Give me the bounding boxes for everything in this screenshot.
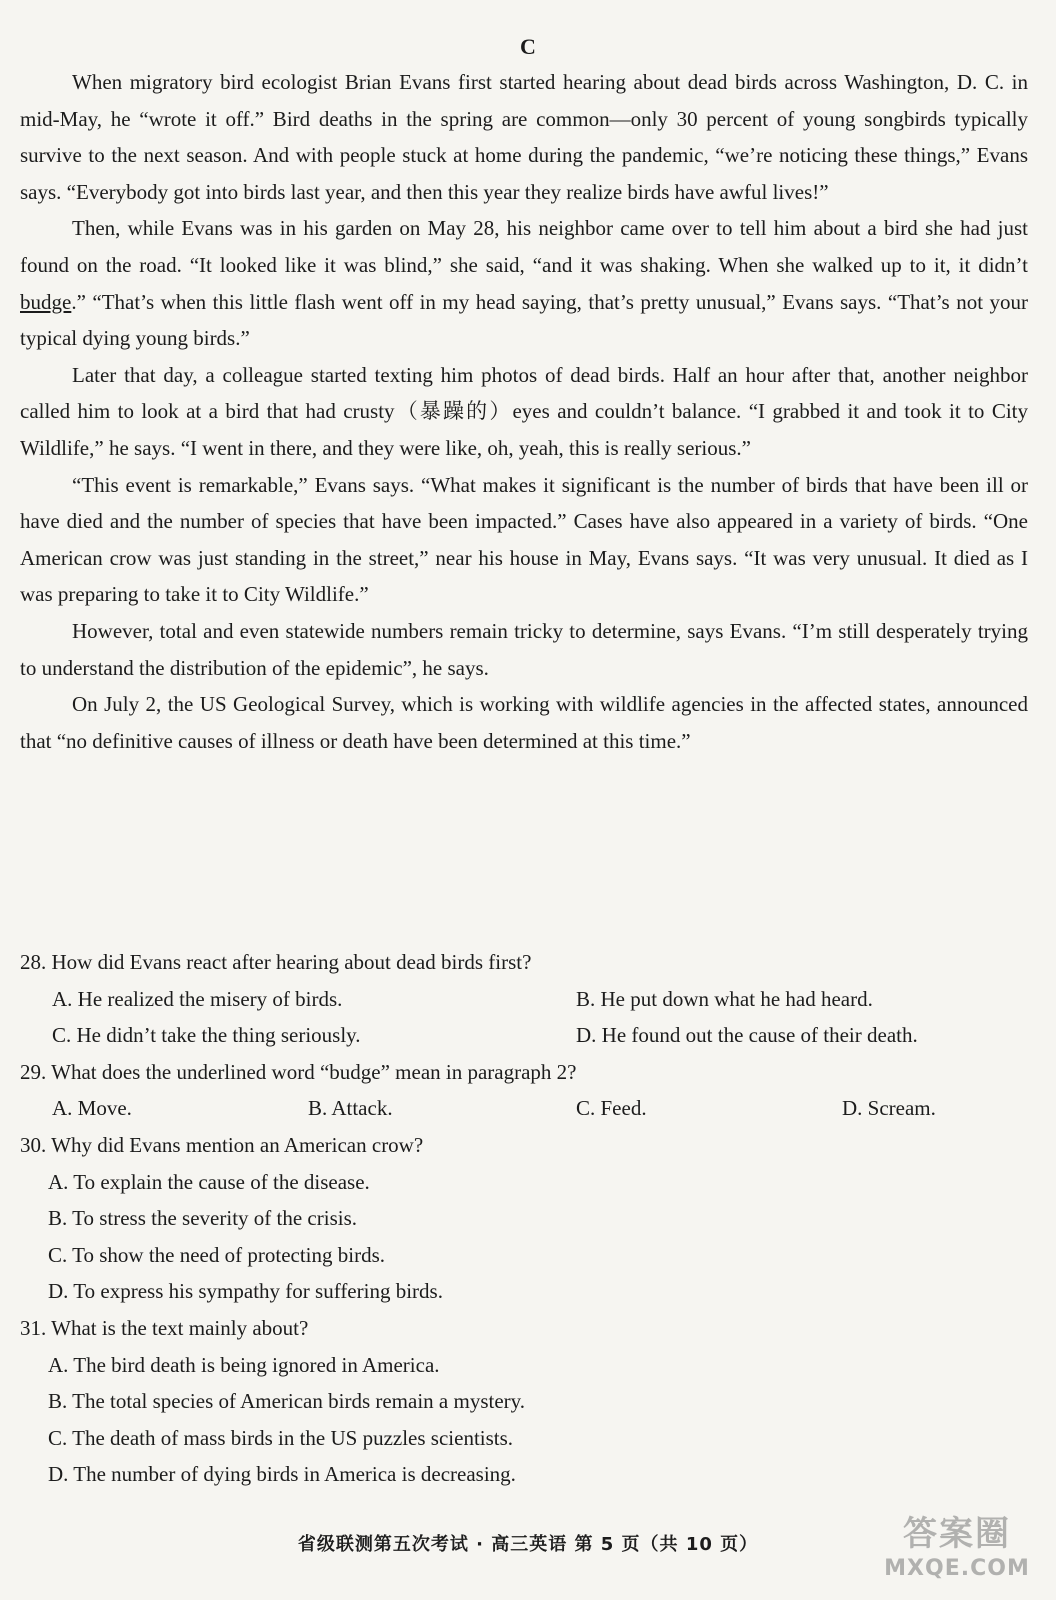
passage-paragraph: [20, 64, 1028, 210]
question-stem: 29. What does the underlined word “budge” mean in paragraph 2?: [20, 1059, 577, 1084]
question-list: [20, 944, 1028, 1493]
paragraph-text: On July 2, the US Geological Survey, which is working with wildlife agencies in the affected states, announced that “no definitive causes of illness or death have been determined at this time.”: [20, 692, 1028, 753]
answer-option: D. He found out the cause of their death.: [576, 1023, 918, 1048]
answer-option: C. He didn’t take the thing seriously.: [52, 1023, 361, 1048]
paragraph-text: Then, while Evans was in his garden on May 28, his neighbor came over to tell him about a bird she had just found on the road. “It looked like it was blind,” she said, “and it was shaking. When she walked up to it, it didn’t: [20, 216, 1028, 277]
question-block: [20, 1054, 1028, 1127]
passage-paragraph: [20, 467, 1028, 613]
question-stem: 30. Why did Evans mention an American crow?: [20, 1132, 424, 1157]
answer-option: A. He realized the misery of birds.: [52, 986, 343, 1011]
paragraph-text: When migratory bird ecologist Brian Evans first started hearing about dead birds across Washington, D. C. in mid-May, he “wrote it off.” Bird deaths in the spring are common—only 30 percent of young songbirds typically survive to the next season. And with people stuck at home during the pandemic, “we’re noticing these things,” Evans says. “Everybody got into birds last year, and then this year they realize birds have awful lives!”: [20, 70, 1028, 204]
question-block: [20, 1127, 1028, 1310]
answer-options: [20, 1347, 1028, 1493]
passage-paragraph: [20, 686, 1028, 759]
question-block: [20, 944, 1028, 1054]
watermark-bottom-text: MXQE.COM: [884, 1556, 1030, 1581]
passage-paragraph: [20, 613, 1028, 686]
answer-option: B. The total species of American birds remain a mystery.: [48, 1389, 526, 1414]
question-stem: 28. How did Evans react after hearing about dead birds first?: [20, 950, 532, 974]
answer-options: [20, 981, 1028, 1054]
underlined-word: budge: [20, 289, 72, 314]
answer-option: D. The number of dying birds in America is decreasing.: [48, 1462, 516, 1487]
paragraph-text: However, total and even statewide numbers remain tricky to determine, says Evans. “I’m still desperately trying to understand the distribution of the epidemic”, he says.: [20, 618, 1028, 680]
paragraph-text: “This event is remarkable,” Evans says. “What makes it significant is the number of birds that have been ill or have died and the number of species that have been impacted.” Cases have also appeared in a variety of birds. “One American crow was just standing in the street,” near his house in May, Evans says. “It was very unusual. It died as I was preparing to take it to City Wildlife.”: [20, 472, 1028, 607]
answer-option: A. To explain the cause of the disease.: [48, 1169, 370, 1194]
paragraph-text: .” “That’s when this little flash went off in my head saying, that’s pretty unusual,” Evans says. “That’s not your typical dying young birds.”: [20, 289, 1028, 351]
paragraph-text: Later that day, a colleague started texting him photos of dead birds. Half an hour after that, another neighbor called him to look at a bird that had crusty（暴躁的）eyes and couldn’t balance. “I grabbed it and took it to City Wildlife,” he says. “I went in there, and they were like, oh, yeah, this is really serious.”: [20, 362, 1028, 460]
answer-option: A. Move.: [52, 1096, 132, 1121]
answer-option: A. The bird death is being ignored in America.: [48, 1352, 440, 1377]
answer-option: C. The death of mass birds in the US puzzles scientists.: [48, 1425, 514, 1450]
answer-option: D. Scream.: [842, 1096, 936, 1121]
question-block: [20, 1310, 1028, 1493]
section-letter: C: [520, 34, 536, 59]
answer-option: C. Feed.: [576, 1096, 647, 1121]
answer-option: D. To express his sympathy for suffering birds.: [48, 1279, 443, 1304]
answer-option: C. To show the need of protecting birds.: [48, 1242, 386, 1267]
reading-passage: [20, 64, 1028, 759]
answer-option: B. He put down what he had heard.: [576, 986, 873, 1011]
answer-option: B. Attack.: [308, 1096, 393, 1121]
answer-options: [20, 1164, 1028, 1310]
passage-paragraph: [20, 210, 1028, 356]
answer-options: [20, 1090, 1028, 1127]
watermark-logo: [872, 1512, 1042, 1592]
answer-option: B. To stress the severity of the crisis.: [48, 1206, 358, 1231]
page-footer: 省级联测第五次考试 · 高三英语 第 5 页（共 10 页）: [297, 1534, 759, 1555]
watermark-top-text: 答案圈: [903, 1514, 1011, 1554]
passage-paragraph: [20, 357, 1028, 467]
question-stem: 31. What is the text mainly about?: [20, 1315, 309, 1340]
